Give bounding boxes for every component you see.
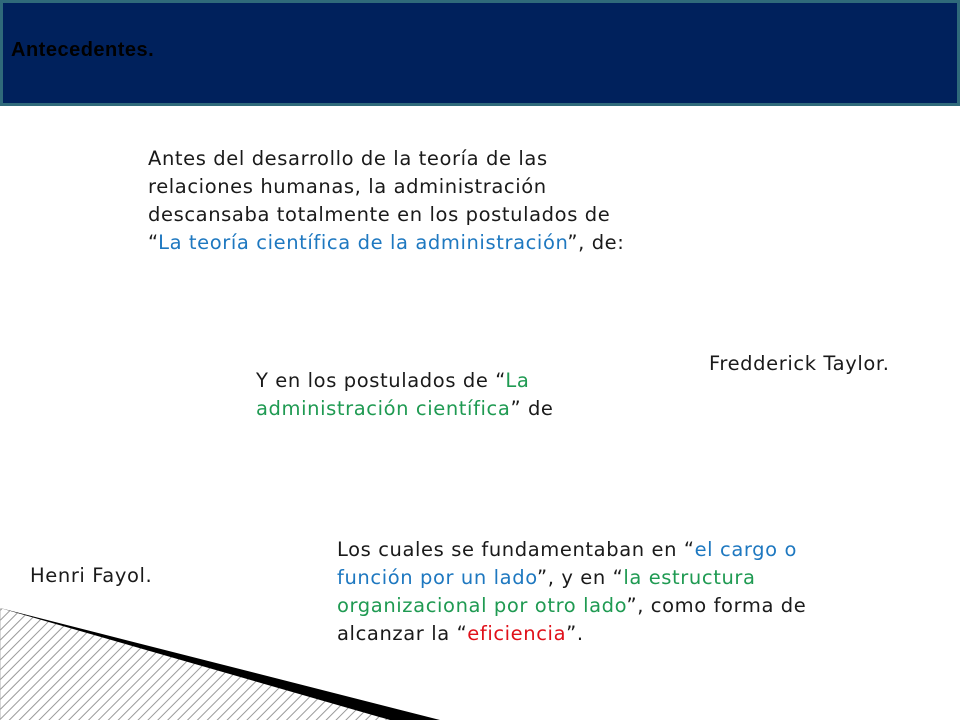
second-highlight-1: La: [505, 369, 530, 392]
intro-line-4: [148, 229, 708, 257]
intro-highlight: La teoría científica de la administración: [158, 231, 568, 254]
second-prefix: Y en los postulados de “: [256, 369, 506, 392]
slide-title: Antecedentes.: [11, 39, 155, 61]
second-highlight-2: administración científica: [256, 397, 511, 420]
second-paragraph: [256, 367, 616, 423]
fayol-name: Henri Fayol.: [30, 564, 153, 587]
taylor-name: Fredderick Taylor.: [709, 352, 890, 375]
closing-green-2: organizacional por otro lado: [337, 594, 627, 617]
closing-blue-1: el cargo o: [694, 538, 797, 561]
intro-line-2: relaciones humanas, la administración: [148, 175, 547, 198]
intro-tail: ”, de:: [567, 231, 625, 254]
closing-green-1: la estructura: [623, 566, 756, 589]
closing-part-5: ”.: [566, 622, 584, 645]
intro-quote-open: “: [148, 231, 159, 254]
second-line-2: [256, 395, 616, 423]
closing-red: eficiencia: [467, 622, 567, 645]
closing-part-4: alcanzar la “: [337, 622, 468, 645]
intro-line-3: descansaba totalmente en los postulados de: [148, 203, 611, 226]
closing-part-3: ”, como forma de: [626, 594, 807, 617]
closing-part-2: ”, y en “: [537, 566, 624, 589]
closing-part-1: Los cuales se fundamentaban en “: [337, 538, 695, 561]
intro-line-1: Antes del desarrollo de la teoría de las: [148, 147, 548, 170]
second-line-1: [256, 367, 616, 395]
closing-line-1: [337, 536, 897, 564]
closing-blue-2: función por un lado: [337, 566, 538, 589]
closing-line-2: [337, 564, 897, 592]
decorative-wedge-graphic: [0, 600, 460, 720]
second-tail: ” de: [510, 397, 554, 420]
intro-paragraph: [148, 145, 708, 257]
title-bar: [0, 0, 960, 106]
